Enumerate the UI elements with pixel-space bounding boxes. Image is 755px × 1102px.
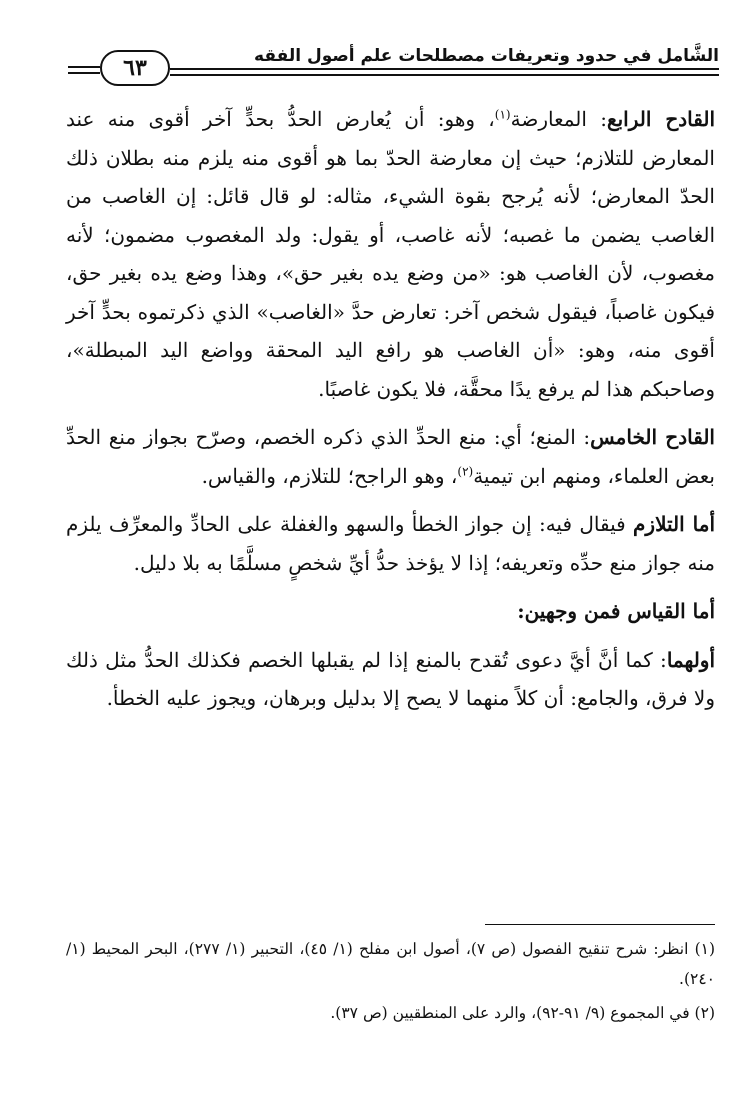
paragraph-term: القادح الخامس (590, 425, 715, 449)
header-rule (170, 68, 719, 76)
paragraph-qadih-5: القادح الخامس: المنع؛ أي: منع الحدِّ الذي ذكره الخصم، وصرّح بجواز منع الحدِّ بعض العلماء، ومنهم ابن تيمية$^{(٢)}$، وهو الراجح؛ للتلازم، والقياس. (66, 425, 715, 488)
paragraph-term: أما التلازم (633, 512, 716, 536)
footnote-1: (١) انظر: شرح تنقيح الفصول (ص ٧)، أصول ابن مفلح (١/ ٤٥)، التحبير (١/ ٢٧٧)، البحر المحيط (١/ ٢٤٠). (66, 940, 716, 988)
main-text (66, 100, 715, 728)
paragraph-talazum: أما التلازم فيقال فيه: إن جواز الخطأ والسهو والغفلة على الحادِّ والمعرِّف يلزم منه جواز منع حدِّه وتعريفه؛ إذا لا يؤخذ حدُّ أيِّ شخصٍ مسلَّمًا به بلا دليل. (66, 512, 716, 575)
paragraph-term: أما القياس فمن وجهين: (517, 599, 715, 623)
paragraph-term: أولهما (666, 647, 715, 672)
footnotes (66, 934, 715, 1032)
paragraph-qiyas-heading (66, 592, 715, 631)
footnote-ref-2[interactable]: (٢) (457, 463, 474, 478)
footnote-ref-1[interactable]: (١) (494, 107, 511, 122)
page-header (70, 42, 719, 92)
paragraph-qadih-4: القادح الرابع: المعارضة$^{(١)}$، وهو: أن يُعارض الحدُّ بحدٍّ آخر أقوى منه عند المعارض للتلازم؛ حيث إن معارضة الحدّ بما هو أقوى منه يلزم منه بطلان ذلك الحدّ المعارض؛ لأنه يُرجح بقوة الشيء، مثاله: لو قال قائل: إن الغاصب من الغاصب يضمن ما غصبه؛ لأنه غاصب، أو يقول: ولد المغصوب مضمون؛ لأنه مغصوب، لأن الغاصب هو: «من وضع يده بغير حق»، وهذا وضع يده بغير حق، فيكون غاصباً، فيقول شخص آخر: تعارض حدَّ «الغاصب» الذي ذكرتموه بحدٍّ آخر أقوى منه، وهو: «أن الغاصب هو رافع اليد المحقة وواضع اليد المبطلة»، وصاحبكم هذا لم يرفع يدًا محقَّة، فلا يكون غاصبًا. (66, 107, 715, 401)
footnote-2: (٢) في المجموع (٩/ ٩١-٩٢)، والرد على المنطقيين (ص ٣٧). (330, 1004, 715, 1022)
book-title: الشَّامل في حدود وتعريفات مصطلحات علم أصول الفقه (254, 46, 719, 66)
page-number: ٦٣ (100, 50, 170, 86)
footnote-separator (485, 924, 715, 925)
paragraph-term: القادح الرابع (606, 107, 715, 131)
paragraph-first-aspect: أولهما: كما أنَّ أيَّ دعوى تُقدح بالمنع إذا لم يقبلها الخصم فكذلك الحدُّ مثل ذلك ولا فرق، والجامع: أن كلاً منهما لا يصح إلا بدليل وبرهان، ويجوز عليه الخطأ. (66, 647, 715, 710)
